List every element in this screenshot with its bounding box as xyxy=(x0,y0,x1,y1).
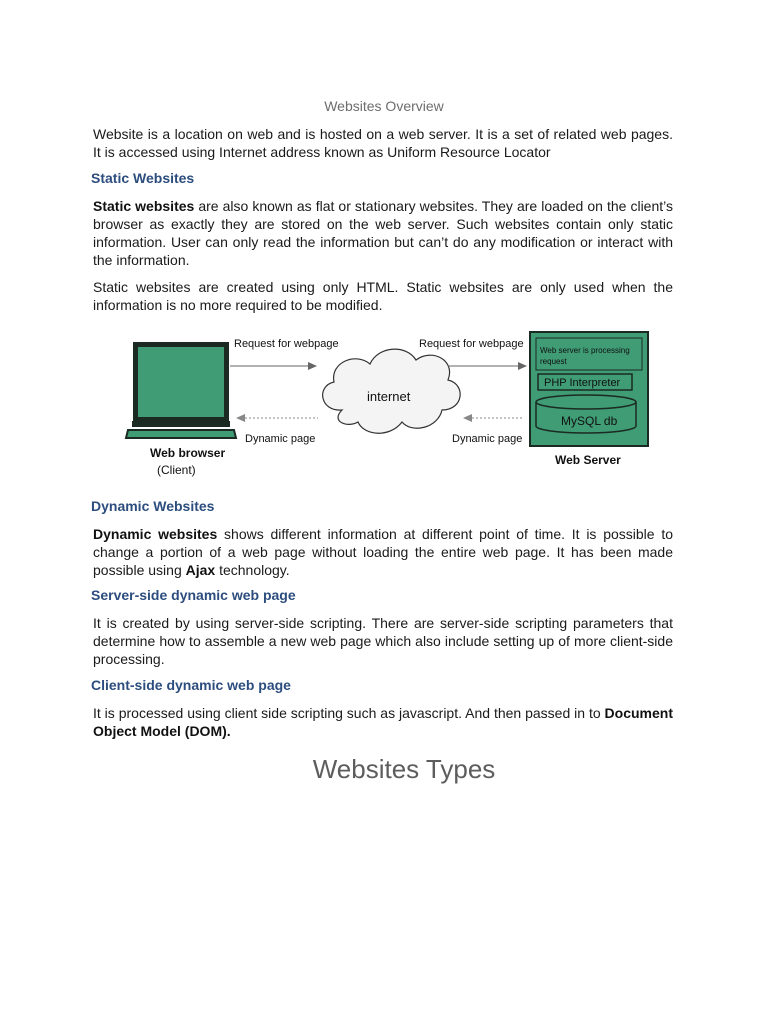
dynamic-right-label: Dynamic page xyxy=(452,433,523,445)
intro-text: Website is a location on web and is hosted on a web server. It is a set of related web pages. It is accessed using Internet address known as Uniform Resource Locator xyxy=(93,126,673,160)
client-label: (Client) xyxy=(157,463,196,477)
ajax-term: Ajax xyxy=(185,562,216,578)
server-side-heading: Server-side dynamic web page xyxy=(91,587,296,603)
dom-term: Document Object Model (DOM). xyxy=(93,705,673,739)
php-label: PHP Interpreter xyxy=(544,377,621,389)
dynamic-text-2: technology. xyxy=(215,562,290,578)
static-paragraph-1 xyxy=(93,197,673,269)
server-processing-line-2: request xyxy=(540,357,567,366)
web-architecture-diagram xyxy=(120,326,660,478)
request-left-label: Request for webpage xyxy=(234,338,339,350)
websites-types-title: Websites Types xyxy=(312,754,496,784)
request-right-label: Request for webpage xyxy=(419,338,524,350)
client-side-text: It is processed using client side scripting such as javascript. And then passed in to xyxy=(93,705,605,721)
page-title: Websites Overview xyxy=(324,98,444,114)
mysql-label: MySQL db xyxy=(561,414,618,428)
static-p2-text: Static websites are created using only HTML. Static websites are only used when the information is no more required to be modified. xyxy=(93,279,673,313)
server-label: Web Server xyxy=(555,453,621,467)
dynamic-paragraph xyxy=(93,525,673,579)
server-side-text: It is created by using server-side scripting. There are server-side scripting parameters that determine how to assemble a new web page which also include setting up of more client-side processing. xyxy=(93,615,673,667)
intro-paragraph xyxy=(93,125,673,161)
client-side-heading: Client-side dynamic web page xyxy=(91,677,291,693)
client-side-paragraph xyxy=(93,704,673,740)
dynamic-websites-heading: Dynamic Websites xyxy=(91,498,215,514)
dynamic-bold-term: Dynamic websites xyxy=(93,526,218,542)
static-paragraph-2 xyxy=(93,278,673,314)
browser-label: Web browser xyxy=(150,446,226,460)
request-left-arrowhead xyxy=(308,362,317,370)
dynamic-left-label: Dynamic page xyxy=(245,433,316,445)
server-processing-line-1: Web server is processing xyxy=(540,346,630,355)
dynamic-right-arrowhead xyxy=(463,414,472,422)
static-bold-term: Static websites xyxy=(93,198,195,214)
laptop-icon xyxy=(126,342,236,438)
dynamic-text-1: shows different information at different point of time. It is possible to change a portion of a web page without loading the entire web page. It has been made possible using xyxy=(93,526,673,578)
static-p1-text: are also known as flat or stationary websites. They are loaded on the client’s browser as exactly they are stored on the web server. Such websites contain only static information. User can only read the information but can’t do any modification or interact with the information. xyxy=(93,198,673,268)
dynamic-left-arrowhead xyxy=(236,414,245,422)
server-side-paragraph xyxy=(93,614,673,668)
request-right-arrowhead xyxy=(518,362,527,370)
static-websites-heading: Static Websites xyxy=(91,170,195,186)
internet-label: internet xyxy=(367,389,411,404)
